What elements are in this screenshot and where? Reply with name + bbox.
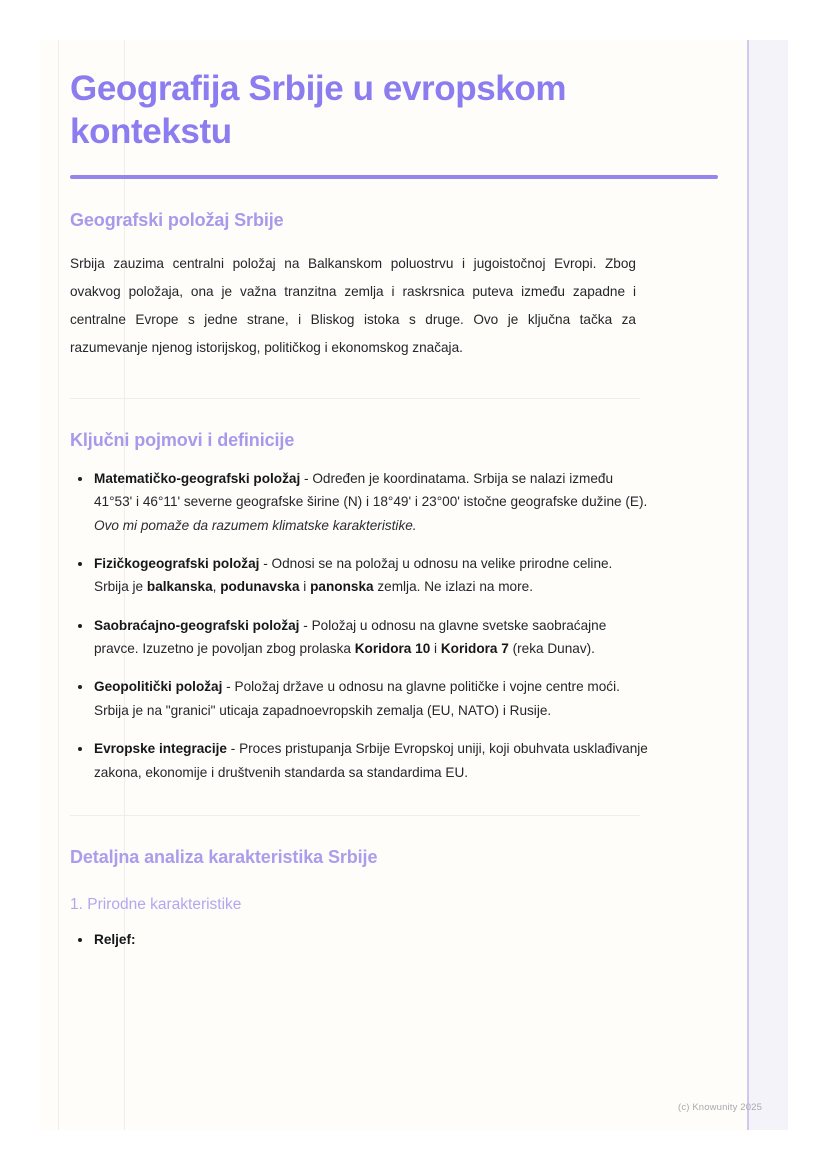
term-dash: -: [300, 470, 313, 486]
term-highlight: panonska: [310, 579, 374, 595]
term-label: Fizičkogeografski položaj: [94, 555, 260, 571]
term-highlight: Koridora 7: [440, 641, 509, 657]
list-item: [70, 614, 650, 676]
term-label: Saobraćajno-geografski položaj: [94, 617, 300, 633]
term-description-tail: zemlja. Ne izlazi na more.: [373, 579, 533, 595]
term-highlight: Koridora 10: [354, 641, 431, 657]
subsection-heading-natural-characteristics: 1. Prirodne karakteristike: [70, 895, 242, 913]
section-heading-analysis: Detaljna analiza karakteristika Srbije: [70, 846, 378, 867]
term-dash: -: [222, 679, 235, 695]
section-divider-1: [70, 398, 640, 399]
term-description: Određen je koordinatama. Srbija se nalazi između 41°53' i 46°11' severne geografske širine (N) i 18°49' i 23°00' istočne geografske dužine (E).: [94, 470, 648, 510]
term-label: Geopolitički položaj: [94, 679, 223, 695]
term-description-tail: (reka Dunav).: [508, 641, 595, 657]
term-emphasis: Ovo mi pomaže da razumem klimatske karakteristike.: [94, 517, 417, 533]
section-heading-position: Geografski položaj Srbije: [70, 210, 284, 231]
section-paragraph-position: Srbija zauzima centralni položaj na Balkanskom poluostrvu i jugoistočnoj Evropi. Zbog ovakvog položaja, ona je važna tranzitna zemlja i raskrsnica puteva između zapadne i centralne Evrope s jedne strane, i Bliskog istoka s druge. Ovo je ključna tačka za razumevanje njenog istorijskog, političkog i ekonomskog značaja.: [70, 256, 636, 355]
footer-copyright: (c) Knowunity 2025: [678, 1102, 763, 1113]
list-item: [70, 737, 650, 784]
list-item: [70, 552, 650, 614]
term-separator: i: [299, 579, 311, 595]
section-heading-key-terms: Ključni pojmovi i definicije: [70, 429, 295, 450]
section-divider-2: [70, 815, 640, 816]
analysis-list: [70, 914, 650, 951]
list-item: [70, 928, 650, 951]
document-page: [40, 40, 788, 1130]
page-ruling-line-left: [58, 40, 59, 1130]
key-terms-list: [70, 451, 650, 784]
document-content: [70, 40, 730, 951]
term-description: Proces pristupanja Srbije Evropskoj uniji, koji obuhvata usklađivanje zakona, ekonomije i društvenih standarda sa standardima EU.: [94, 741, 648, 780]
page-edge-strip: [747, 40, 788, 1130]
term-label: Matematičko-geografski položaj: [94, 470, 301, 486]
term-description: Položaj u odnosu na glavne svetske saobraćajne pravce. Izuzetno je povoljan zbog prolaska: [94, 617, 607, 657]
term-separator: i: [430, 641, 441, 657]
term-separator: ,: [212, 579, 221, 595]
list-item: [70, 675, 650, 737]
term-label: Evropske integracije: [94, 741, 227, 757]
term-dash: -: [259, 555, 272, 571]
term-description: Položaj države u odnosu na glavne političke i vojne centre moći. Srbija je na "granici" uticaja zapadnoevropskih zemalja (EU, NATO) i Rusije.: [94, 679, 620, 718]
term-dash: -: [299, 617, 312, 633]
list-item: [70, 467, 650, 552]
term-highlight: podunavska: [220, 579, 300, 595]
term-label: Reljef:: [94, 931, 136, 947]
term-highlight: balkanska: [146, 579, 213, 595]
page-title: Geografija Srbije u evropskom kontekstu: [70, 69, 567, 151]
term-description: Odnosi se na položaj u odnosu na velike prirodne celine. Srbija je: [94, 555, 613, 595]
term-dash: -: [226, 741, 240, 757]
